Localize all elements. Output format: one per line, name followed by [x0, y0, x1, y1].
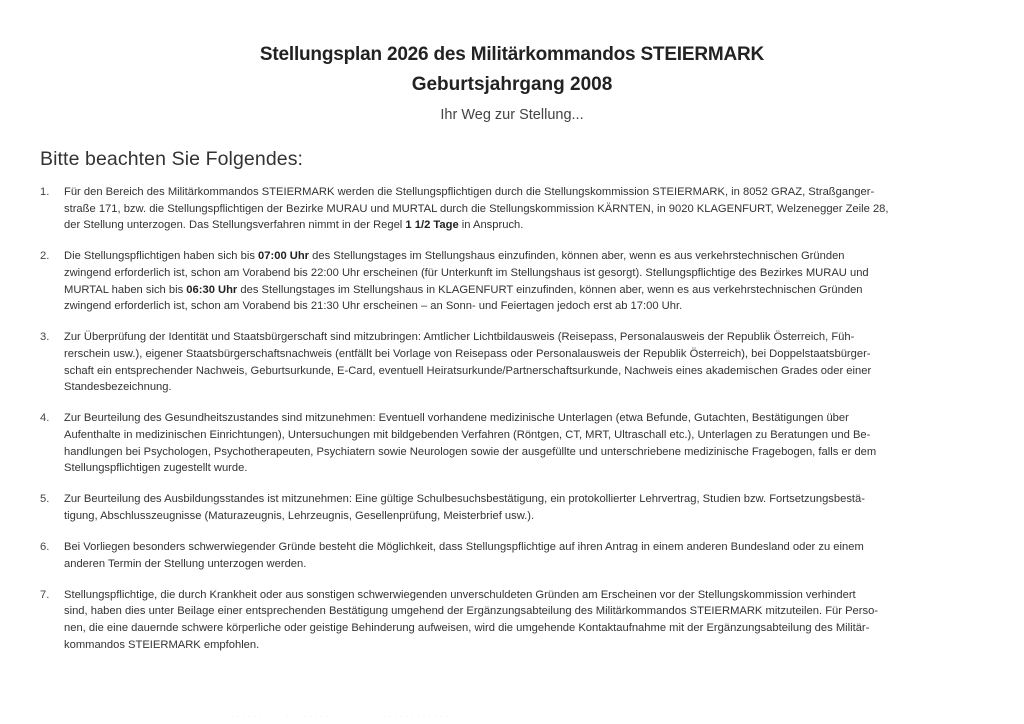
- page-footer-faint: · · · · · · · · · · · · · · · · · · · · · · · · · · · · · ·: [220, 714, 449, 720]
- text-segment: Für den Bereich des Militärkommandos STEIERMARK werden die Stellungspflichtigen durch die Stellungskommission STEIERMARK, in 8052 GRAZ, Straßganger-: [64, 186, 875, 198]
- text-segment: handlungen bei Psychologen, Psychotherapeuten, Psychiatern sowie Neurologen sowie der ausgefüllte und unterschriebene medizinische Fragebogen, falls er dem: [64, 445, 877, 458]
- list-item-text-line: [64, 587, 1000, 604]
- text-segment: nen, die eine dauernde schwere körperliche oder geistige Behinderung aufweisen, wird die umgehende Kontaktaufnahme mit der Ergänzungsabteilung des Militär-: [64, 622, 870, 635]
- list-item: [40, 539, 1000, 572]
- list-item: [40, 329, 1000, 395]
- text-segment: der Stellung unterzogen. Das Stellungsverfahren nimmt in der Regel: [64, 219, 406, 232]
- text-segment: in Anspruch.: [458, 219, 524, 232]
- list-item-text-line: [64, 265, 1000, 282]
- document-tagline: Ihr Weg zur Stellung...: [440, 107, 584, 123]
- list-item-text-line: [64, 460, 1000, 477]
- list-item-text-line: [64, 184, 1000, 201]
- text-segment: Zur Überprüfung der Identität und Staatsbürgerschaft sind mitzubringen: Amtlicher Lichtbildausweis (Reisepass, Personalausweis der Republik Österreich, Füh-: [64, 331, 855, 344]
- list-item-text-line: [64, 201, 1000, 218]
- list-item-number: 1.: [40, 186, 50, 198]
- list-item-text-line: [64, 248, 1000, 265]
- text-segment: anderen Termin der Stellung unterzogen werden.: [64, 557, 307, 570]
- document-title: Stellungsplan 2026 des Militärkommandos STEIERMARK: [259, 44, 765, 65]
- text-segment: des Stellungstages im Stellungshaus in KLAGENFURT einzufinden, können aber, wenn es aus verkehrstechnischen Gründen: [237, 283, 863, 296]
- list-item-text-line: [64, 539, 1000, 556]
- list-item-text-line: [64, 346, 1000, 363]
- document-header: [0, 42, 1024, 125]
- text-segment: Stellungspflichtigen zugestellt wurde.: [64, 462, 248, 475]
- list-item-text-line: [64, 427, 1000, 444]
- list-item-text-line: [64, 444, 1000, 461]
- list-item-text-line: [64, 556, 1000, 573]
- document-subtitle: Geburtsjahrgang 2008: [411, 74, 613, 95]
- list-item-text-line: [64, 603, 1000, 620]
- text-segment: Standesbezeichnung.: [64, 381, 172, 394]
- text-segment: kommandos STEIERMARK empfohlen.: [64, 638, 260, 651]
- list-item-text-line: [64, 298, 1000, 315]
- list-item: [40, 184, 1000, 234]
- list-item-text-line: [64, 637, 1000, 654]
- text-segment: MURTAL haben sich bis: [64, 283, 187, 296]
- notice-heading: Bitte beachten Sie Folgendes:: [40, 148, 304, 170]
- text-segment: schaft ein entsprechender Nachweis, Geburtsurkunde, E-Card, eventuell Heiratsurkunde/Partnerschaftsurkunde, Nachweis eines akademischen Grades oder einer: [64, 364, 872, 377]
- emphasized-text: 06:30 Uhr: [186, 283, 238, 296]
- text-segment: Die Stellungspflichtigen haben sich bis: [64, 250, 259, 263]
- list-item-number: 5.: [40, 493, 50, 506]
- list-item-text-line: [64, 491, 1000, 508]
- text-segment: zwingend erforderlich ist, schon am Vorabend bis 21:30 Uhr erscheinen – an Sonn- und Feiertagen jedoch erst ab 17:00 Uhr.: [64, 300, 683, 313]
- list-item-text-line: [64, 329, 1000, 346]
- list-item-text-line: [64, 620, 1000, 637]
- text-segment: tigung, Abschlusszeugnisse (Maturazeugnis, Lehrzeugnis, Gesellenprüfung, Meisterbrief usw.).: [64, 509, 535, 522]
- notice-list: [40, 184, 1000, 668]
- list-item-text-line: [64, 217, 1000, 234]
- text-segment: Stellungspflichtige, die durch Krankheit oder aus sonstigen schwerwiegenden unverschuldeten Gründen am Erscheinen vor der Stellungskommission verhindert: [64, 588, 856, 601]
- list-item: [40, 587, 1000, 653]
- list-item-number: 2.: [40, 250, 50, 263]
- list-item-number: 4.: [40, 412, 50, 425]
- list-item-text-line: [64, 363, 1000, 380]
- list-item-number: 6.: [40, 541, 50, 554]
- list-item-number: 7.: [40, 588, 50, 601]
- text-segment: Zur Beurteilung des Ausbildungsstandes ist mitzunehmen: Eine gültige Schulbesuchsbestätigung, ein protokollierter Lehrvertrag, Studien bzw. Fortsetzungsbestä-: [64, 493, 865, 506]
- list-item-number: 3.: [40, 331, 50, 344]
- list-item-text-line: [64, 410, 1000, 427]
- text-segment: straße 171, bzw. die Stellungspflichtigen der Bezirke MURAU und MURTAL durch die Stellungskommission KÄRNTEN, in 9020 KLAGENFURT, Welzenegger Zeile 28,: [64, 202, 889, 215]
- list-item: [40, 491, 1000, 524]
- list-item: [40, 248, 1000, 314]
- text-segment: zwingend erforderlich ist, schon am Vorabend bis 22:00 Uhr erscheinen (für Unterkunft im Stellungshaus ist gesorgt). Stellungspflichtige des Bezirkes MURAU und: [64, 266, 869, 279]
- text-segment: Aufenthalte in medizinischen Einrichtungen), Untersuchungen mit bildgebenden Verfahren (Röntgen, CT, MRT, Ultraschall etc.), Unterlagen zu Beratungen und Be-: [64, 428, 871, 441]
- list-item-text-line: [64, 282, 1000, 299]
- text-segment: rerschein usw.), eigener Staatsbürgerschaftsnachweis (entfällt bei Vorlage von Reisepass oder Personalausweis der Republik Österreich), bei Doppelstaatsbürger-: [64, 347, 871, 360]
- text-segment: Bei Vorliegen besonders schwerwiegender Gründe besteht die Möglichkeit, dass Stellungspflichtige auf ihren Antrag in einem anderen Bundesland oder zu einem: [64, 541, 864, 554]
- list-item: [40, 410, 1000, 476]
- emphasized-text: 1 1/2 Tage: [405, 219, 459, 232]
- list-item-text-line: [64, 379, 1000, 396]
- text-segment: sind, haben dies unter Beilage einer entsprechenden Bestätigung umgehend der Ergänzungsabteilung des Militärkommandos STEIERMARK mitzuteilen. Für Perso-: [64, 605, 879, 618]
- list-item-text-line: [64, 508, 1000, 525]
- text-segment: Zur Beurteilung des Gesundheitszustandes sind mitzunehmen: Eventuell vorhandene medizinische Unterlagen (etwa Befunde, Gutachten, Bestätigungen über: [64, 412, 849, 425]
- text-segment: des Stellungstages im Stellungshaus einzufinden, können aber, wenn es aus verkehrstechnischen Gründen: [309, 250, 845, 263]
- emphasized-text: 07:00 Uhr: [258, 250, 310, 263]
